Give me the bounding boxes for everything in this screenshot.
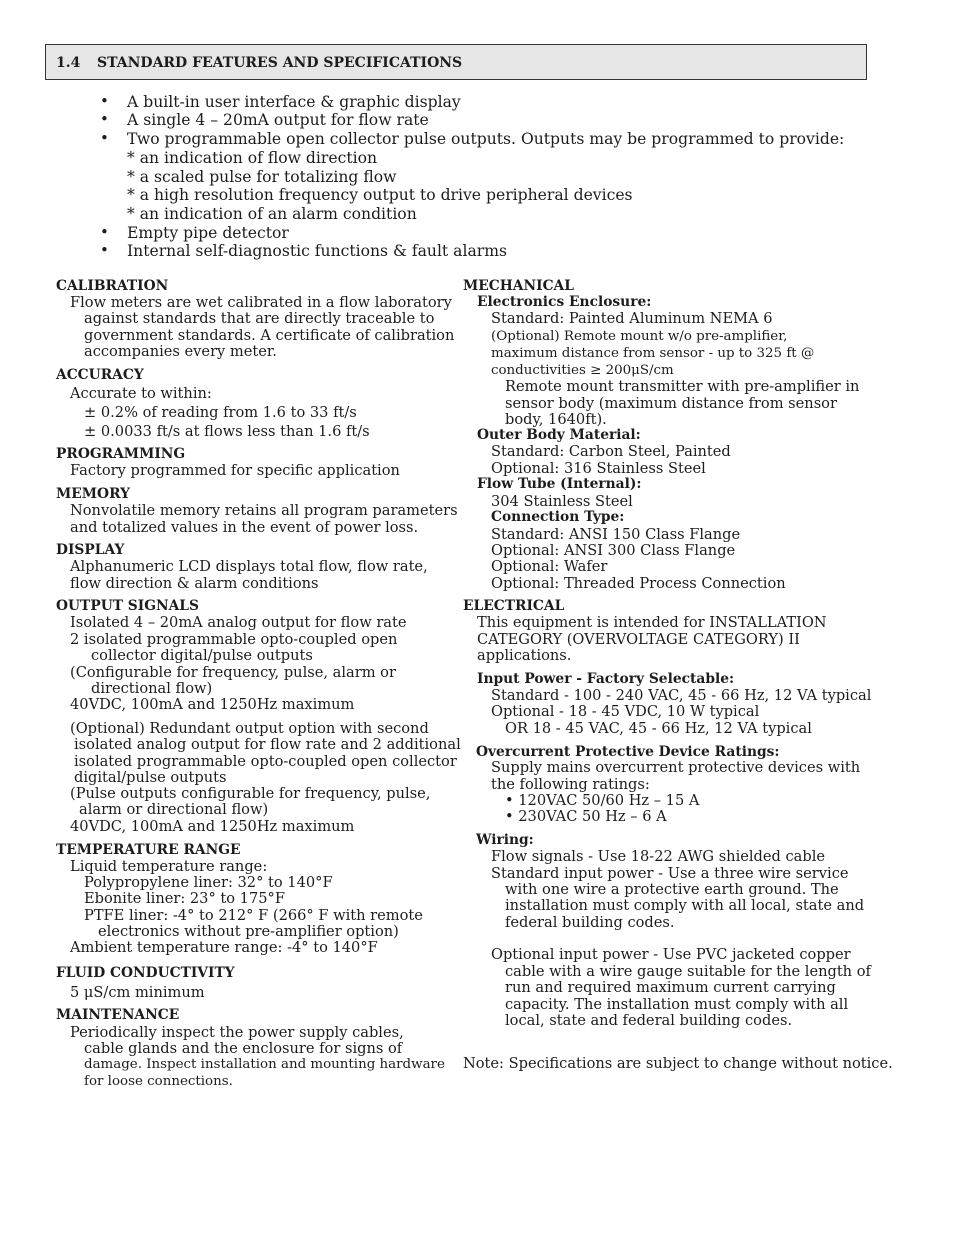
specifications-note: Note: Specifications are subject to change without notice. xyxy=(463,1055,893,1072)
calibration-text: Flow meters are wet calibrated in a flow laboratory xyxy=(70,294,452,311)
feature-list xyxy=(0,93,954,268)
temperature-range-text: PTFE liner: -4° to 212° F (266° F with remote xyxy=(84,907,423,924)
output-signals-text: (Configurable for frequency, pulse, alarm or xyxy=(70,664,396,681)
connection-type-text: Standard: ANSI 150 Class Flange xyxy=(491,526,741,543)
temperature-range-text: Liquid temperature range: xyxy=(70,858,268,875)
maintenance-heading: MAINTENANCE xyxy=(56,1007,180,1023)
feature-sub-item: * an indication of flow direction xyxy=(127,149,378,167)
bullet-icon: • xyxy=(100,129,109,147)
feature-text: A built-in user interface & graphic display xyxy=(127,93,461,111)
overcurrent-text: Supply mains overcurrent protective devices with xyxy=(491,759,861,776)
enclosure-text: sensor body (maximum distance from sensor xyxy=(505,395,837,412)
feature-sub-item: * a scaled pulse for totalizing flow xyxy=(127,168,397,186)
display-heading: DISPLAY xyxy=(56,542,125,558)
wiring-text: installation must comply with all local, state and xyxy=(505,897,865,914)
memory-text: and totalized values in the event of power loss. xyxy=(70,519,419,536)
enclosure-text: Standard: Painted Aluminum NEMA 6 xyxy=(491,310,773,327)
maintenance-text: Periodically inspect the power supply cables, xyxy=(70,1024,404,1041)
temperature-range-text: Ambient temperature range: -4° to 140°F xyxy=(70,939,378,956)
feature-text: Empty pipe detector xyxy=(127,224,289,242)
input-power-text: Standard - 100 - 240 VAC, 45 - 66 Hz, 12 VA typical xyxy=(491,687,872,704)
output-signals-text: isolated analog output for flow rate and 2 additional xyxy=(74,736,461,753)
calibration-text: against standards that are directly traceable to xyxy=(84,310,435,327)
output-signals-text: isolated programmable opto-coupled open collector xyxy=(74,753,457,770)
maintenance-text: cable glands and the enclosure for signs of xyxy=(84,1040,403,1057)
enclosure-text: (Optional) Remote mount w/o pre-amplifier, xyxy=(491,329,788,344)
wiring-text: Standard input power - Use a three wire service xyxy=(491,865,849,882)
maintenance-text: damage. Inspect installation and mounting hardware xyxy=(84,1057,445,1072)
electrical-text: CATEGORY (OVERVOLTAGE CATEGORY) II xyxy=(477,631,800,648)
connection-type-text: Optional: Wafer xyxy=(491,558,608,575)
feature-sub-item: * an indication of an alarm condition xyxy=(127,205,417,223)
output-signals-heading: OUTPUT SIGNALS xyxy=(56,598,199,614)
temperature-range-text: Polypropylene liner: 32° to 140°F xyxy=(84,874,333,891)
accuracy-text: ± 0.2% of reading from 1.6 to 33 ft/s xyxy=(84,404,357,421)
section-title: STANDARD FEATURES AND SPECIFICATIONS xyxy=(97,55,463,71)
display-text: flow direction & alarm conditions xyxy=(70,575,319,592)
wiring-text: with one wire a protective earth ground. The xyxy=(505,881,839,898)
outer-body-text: Optional: 316 Stainless Steel xyxy=(491,460,706,477)
memory-heading: MEMORY xyxy=(56,486,130,502)
calibration-heading: CALIBRATION xyxy=(56,278,169,294)
output-signals-text: Isolated 4 – 20mA analog output for flow rate xyxy=(70,614,407,631)
overcurrent-text: • 120VAC 50/60 Hz – 15 A xyxy=(505,792,700,809)
maintenance-text: for loose connections. xyxy=(84,1074,233,1089)
wiring-text: capacity. The installation must comply with all xyxy=(505,996,849,1013)
wiring-subheading: Wiring: xyxy=(476,832,534,848)
enclosure-text: maximum distance from sensor - up to 325 ft @ xyxy=(491,346,815,361)
output-signals-text: (Pulse outputs configurable for frequency, pulse, xyxy=(70,785,431,802)
enclosure-subheading: Electronics Enclosure: xyxy=(477,294,652,310)
bullet-icon: • xyxy=(100,241,109,259)
bullet-icon: • xyxy=(100,110,109,128)
outer-body-subheading: Outer Body Material: xyxy=(477,427,641,443)
fluid-conductivity-text: 5 μS/cm minimum xyxy=(70,984,205,1001)
input-power-text: OR 18 - 45 VAC, 45 - 66 Hz, 12 VA typical xyxy=(505,720,812,737)
calibration-text: accompanies every meter. xyxy=(84,343,277,360)
output-signals-text: 40VDC, 100mA and 1250Hz maximum xyxy=(70,818,355,835)
wiring-text: cable with a wire gauge suitable for the length of xyxy=(505,963,871,980)
overcurrent-text: • 230VAC 50 Hz – 6 A xyxy=(505,808,667,825)
accuracy-text: ± 0.0033 ft/s at flows less than 1.6 ft/s xyxy=(84,423,370,440)
accuracy-text: Accurate to within: xyxy=(70,385,212,402)
bullet-icon: • xyxy=(100,223,109,241)
electrical-heading: ELECTRICAL xyxy=(463,598,565,614)
output-signals-text: 2 isolated programmable opto-coupled open xyxy=(70,631,398,648)
fluid-conductivity-heading: FLUID CONDUCTIVITY xyxy=(56,965,235,981)
feature-text: Internal self-diagnostic functions & fault alarms xyxy=(127,242,507,260)
display-text: Alphanumeric LCD displays total flow, flow rate, xyxy=(70,558,428,575)
output-signals-text: 40VDC, 100mA and 1250Hz maximum xyxy=(70,696,355,713)
input-power-subheading: Input Power - Factory Selectable: xyxy=(477,671,735,687)
mechanical-heading: MECHANICAL xyxy=(463,278,574,294)
programming-heading: PROGRAMMING xyxy=(56,446,186,462)
wiring-text: federal building codes. xyxy=(505,914,675,931)
output-signals-text: collector digital/pulse outputs xyxy=(91,647,313,664)
calibration-text: government standards. A certificate of calibration xyxy=(84,327,455,344)
output-signals-text: (Optional) Redundant output option with second xyxy=(70,720,429,737)
accuracy-heading: ACCURACY xyxy=(56,367,144,383)
flow-tube-subheading: Flow Tube (Internal): xyxy=(477,476,642,492)
temperature-range-text: Ebonite liner: 23° to 175°F xyxy=(84,890,285,907)
input-power-text: Optional - 18 - 45 VDC, 10 W typical xyxy=(491,703,760,720)
flow-tube-text: 304 Stainless Steel xyxy=(491,493,633,510)
wiring-text: local, state and federal building codes. xyxy=(505,1012,793,1029)
temperature-range-heading: TEMPERATURE RANGE xyxy=(56,842,241,858)
connection-type-subheading: Connection Type: xyxy=(491,509,625,525)
enclosure-text: Remote mount transmitter with pre-amplifier in xyxy=(505,378,860,395)
output-signals-text: digital/pulse outputs xyxy=(74,769,227,786)
left-column xyxy=(0,276,461,1106)
wiring-text: run and required maximum current carrying xyxy=(505,979,836,996)
bullet-icon: • xyxy=(100,92,109,110)
electrical-text: This equipment is intended for INSTALLATION xyxy=(477,614,827,631)
feature-text: Two programmable open collector pulse outputs. Outputs may be programmed to provide: xyxy=(127,130,845,148)
wiring-text: Flow signals - Use 18-22 AWG shielded cable xyxy=(491,848,826,865)
temperature-range-text: electronics without pre-amplifier option) xyxy=(98,923,399,940)
section-header xyxy=(45,44,867,80)
output-signals-text: alarm or directional flow) xyxy=(79,801,269,818)
connection-type-text: Optional: ANSI 300 Class Flange xyxy=(491,542,736,559)
overcurrent-text: the following ratings: xyxy=(491,776,650,793)
output-signals-text: directional flow) xyxy=(91,680,213,697)
electrical-text: applications. xyxy=(477,647,572,664)
right-column xyxy=(455,276,954,1086)
overcurrent-subheading: Overcurrent Protective Device Ratings: xyxy=(476,744,780,760)
section-number: 1.4 xyxy=(56,55,81,71)
outer-body-text: Standard: Carbon Steel, Painted xyxy=(491,443,731,460)
programming-text: Factory programmed for specific application xyxy=(70,462,400,479)
enclosure-text: body, 1640ft). xyxy=(505,411,607,428)
memory-text: Nonvolatile memory retains all program parameters xyxy=(70,502,458,519)
feature-sub-item: * a high resolution frequency output to drive peripheral devices xyxy=(127,186,633,204)
wiring-text: Optional input power - Use PVC jacketed copper xyxy=(491,946,851,963)
enclosure-text: conductivities ≥ 200μS/cm xyxy=(491,363,674,378)
connection-type-text: Optional: Threaded Process Connection xyxy=(491,575,786,592)
feature-text: A single 4 – 20mA output for flow rate xyxy=(127,111,429,129)
